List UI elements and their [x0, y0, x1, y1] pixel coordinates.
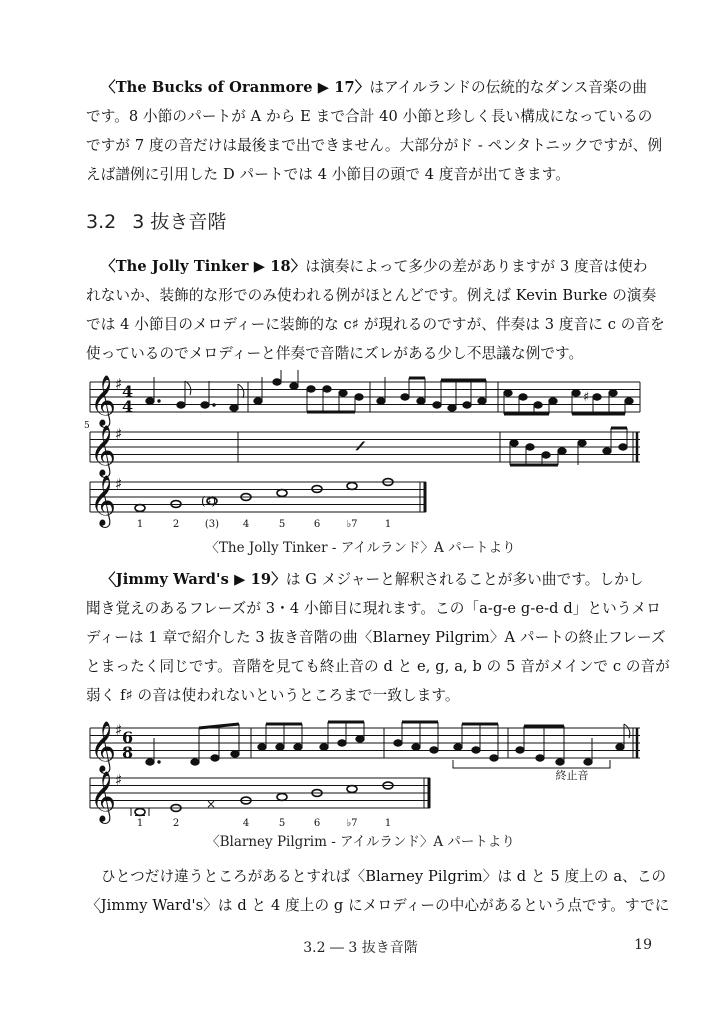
- key-signature: ♯: [115, 721, 123, 739]
- scale-degree: 1: [136, 818, 144, 827]
- treble-clef-icon: 𝄞: [90, 475, 117, 526]
- paragraph-line: えば譜例に引用した D パートでは 4 小節目の頭で 4 度音が出てきます。: [86, 166, 570, 183]
- paragraph-line: 〈The Jolly Tinker ▶ 18〉は演奏によって多少の差がありますが 3 度音は使わ: [101, 258, 648, 275]
- note: [609, 390, 617, 414]
- omitted-note-mark: ×: [205, 797, 217, 811]
- page-number: 19: [634, 937, 652, 953]
- scale-note: [135, 809, 145, 816]
- note: [201, 381, 215, 408]
- note: [307, 386, 315, 412]
- note: [191, 728, 199, 765]
- section-title: 3 抜き音階: [132, 211, 227, 233]
- section-heading: [86, 207, 226, 234]
- paragraph-jolly-tinker: [86, 252, 665, 368]
- note: [478, 380, 486, 404]
- note: [377, 377, 385, 404]
- time-signature-top: 4: [122, 382, 134, 401]
- time-signature-bottom: 8: [122, 743, 134, 762]
- note: [230, 384, 244, 411]
- key-signature: ♯: [115, 425, 123, 443]
- scale-degree: (3): [204, 519, 220, 530]
- note: [146, 738, 160, 765]
- note: [323, 386, 331, 412]
- caption-jolly-tinker: 〈The Jolly Tinker - アイルランド〉A パートより: [205, 540, 516, 556]
- tune-reference: 〈The Bucks of Oranmore ▶ 17〉: [101, 79, 370, 96]
- note: [356, 722, 364, 742]
- scale-note: [347, 483, 357, 490]
- note: [448, 380, 456, 411]
- paragraph-line: れないか、装飾的な形でのみ使われる例がほとんどです。例えば Kevin Burke の演奏: [86, 287, 657, 304]
- paragraph-line: 弱く f♯ の音は使われないというところまで一致します。: [86, 687, 460, 704]
- scale-degree: 6: [313, 519, 321, 530]
- scale-degree: 1: [384, 818, 392, 827]
- paragraph-line: ですが 7 度の音だけは最後まで出できません。大部分がド - ペンタトニックですが、例: [86, 137, 663, 154]
- note: [339, 390, 347, 412]
- staff-lines: [90, 382, 640, 412]
- sharp-accidental: (♯): [201, 494, 217, 508]
- note: [433, 380, 441, 408]
- note: [556, 726, 564, 765]
- note: [430, 722, 438, 753]
- paragraph-line: とまったく同じです。音階を見ても終止音の d と e, g, a, b の 5 音がメインで c の音が: [86, 658, 670, 675]
- treble-clef-icon: 𝄞: [90, 425, 117, 476]
- paragraph-comparison: [86, 862, 670, 920]
- paragraph-bucks-of-oranmore: [86, 73, 663, 189]
- simile-mark: 𝄍: [355, 435, 366, 460]
- note: [231, 724, 239, 757]
- staff-lines: [90, 728, 640, 758]
- paragraph-line: 〈The Bucks of Oranmore ▶ 17〉はアイルランドの伝統的なダンス音楽の曲: [101, 79, 648, 96]
- note: [146, 377, 160, 404]
- time-signature-top: 6: [122, 728, 134, 747]
- paragraph-line: 聞き覚えのあるフレーズが 3・4 小節目に現れます。この「a-g-e g-e-d d」というメロ: [86, 600, 661, 617]
- note: [463, 380, 471, 408]
- paragraph-jimmy-wards: [86, 565, 670, 710]
- note: [593, 394, 601, 414]
- paragraph-line: 使っているのでメロディーと伴奏で音階にズレがある少し不思議な例です。: [86, 345, 584, 362]
- scale-note: [277, 490, 287, 497]
- note: [510, 440, 518, 465]
- paragraph-line: です。8 小節のパートが A から E まで合計 40 小節と珍しく長い構成になっているの: [86, 108, 653, 125]
- staff-lines: [90, 778, 430, 808]
- scale-note: [347, 786, 357, 793]
- note: [542, 452, 550, 465]
- score-jolly-tinker: [0, 370, 721, 540]
- key-signature: ♯: [115, 771, 123, 789]
- note: [273, 370, 281, 385]
- treble-clef-icon: 𝄞: [90, 375, 117, 426]
- note: [412, 722, 420, 750]
- note: [516, 726, 524, 753]
- note: [338, 722, 346, 746]
- scale-degree: 1: [136, 519, 144, 530]
- note: [211, 726, 219, 761]
- scale-degree: 4: [242, 519, 250, 530]
- sharp-accidental: ♯: [583, 390, 590, 405]
- note: [254, 377, 262, 404]
- measure-number: 5: [84, 421, 90, 431]
- scale-degree: 6: [313, 818, 321, 827]
- scale-degree: ♭7: [346, 818, 358, 827]
- key-signature: ♯: [115, 475, 123, 493]
- time-signature-bottom: 4: [122, 397, 134, 416]
- scale-degree: 5: [278, 519, 286, 530]
- cadence-label: 終止音: [555, 769, 589, 782]
- scale-note: [277, 794, 287, 801]
- staff-lines: [90, 482, 426, 512]
- caption-blarney-pilgrim: 〈Blarney Pilgrim - アイルランド〉A パートより: [206, 834, 515, 850]
- key-signature: ♯: [115, 375, 123, 393]
- tune-reference: 〈The Jolly Tinker ▶ 18〉: [101, 258, 306, 275]
- scale-degree: 2: [172, 818, 180, 827]
- note: [572, 390, 580, 414]
- note: [320, 722, 328, 750]
- scale-degree: 5: [278, 818, 286, 827]
- scale-degree: 2: [172, 519, 180, 530]
- note: [290, 370, 298, 389]
- paragraph-line: では 4 小節目のメロディーに装飾的な c♯ が現れるのですが、伴奏は 3 度音に c の音を: [86, 316, 665, 333]
- note: [578, 440, 586, 465]
- paragraph-line: ディーは 1 章で紹介した 3 抜き音階の曲〈Blarney Pilgrim〉A パートの終止フレーズ: [86, 629, 666, 646]
- scale-note: [135, 505, 145, 512]
- note: [519, 394, 527, 414]
- treble-clef-icon: 𝄞: [90, 771, 117, 822]
- scale-degree: 4: [242, 818, 250, 827]
- score-blarney-pilgrim: [0, 712, 721, 827]
- note: [355, 394, 363, 412]
- scale-degree: ♭7: [346, 519, 358, 530]
- paragraph-line: 〈Jimmy Ward's〉は d と 4 度上の g にメロディーの中心があるという点です。すでに: [86, 897, 670, 914]
- paragraph-line: 〈Jimmy Ward's ▶ 19〉は G メジャーと解釈されることが多い曲です。しかし: [101, 571, 644, 588]
- scale-degree: 1: [384, 519, 392, 530]
- running-head: 3.2 ― 3 抜き音階: [303, 940, 418, 956]
- treble-clef-icon: 𝄞: [90, 721, 117, 772]
- section-number: 3.2: [86, 211, 117, 233]
- note: [504, 390, 512, 414]
- paragraph-line: ひとつだけ違うところがあるとすれば〈Blarney Pilgrim〉は d と 5 度上の a、この: [101, 868, 667, 885]
- note: [584, 738, 592, 765]
- tune-reference: 〈Jimmy Ward's ▶ 19〉: [101, 571, 286, 588]
- note: [536, 726, 544, 761]
- note: [394, 722, 402, 746]
